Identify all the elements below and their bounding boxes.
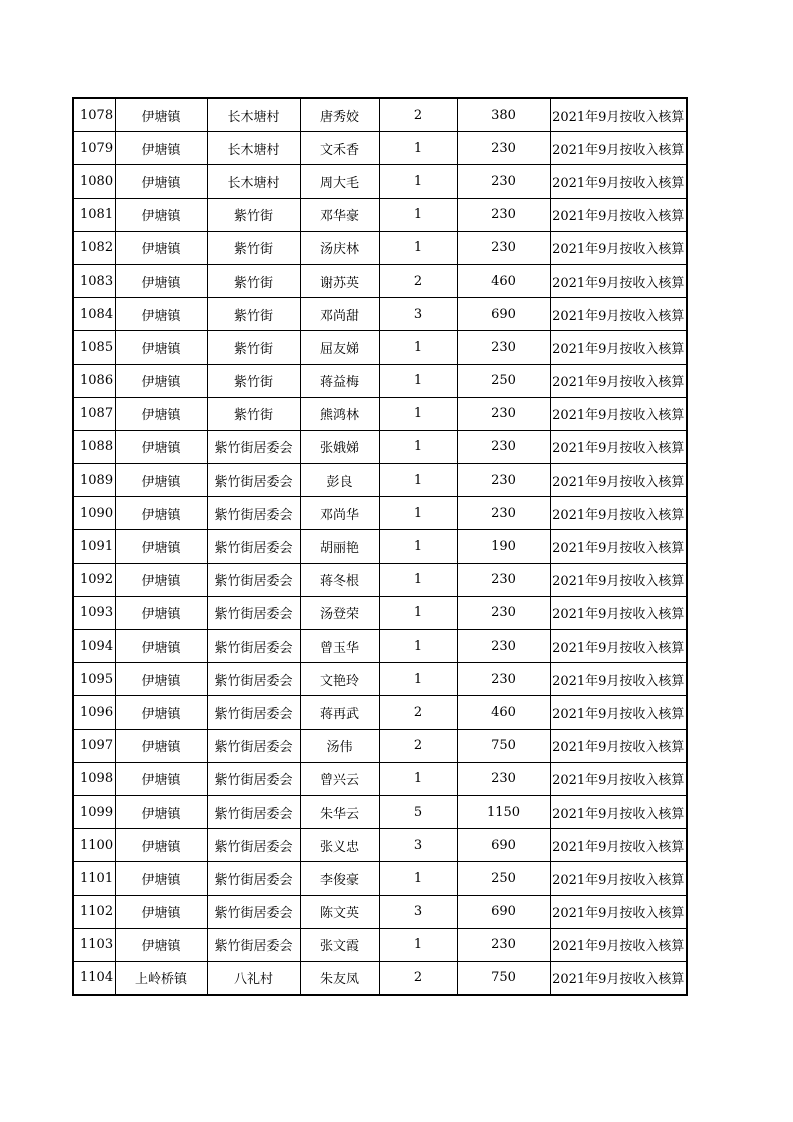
household-size-cell: 1 [379,497,457,530]
amount-cell: 250 [457,862,550,895]
table-body [73,98,687,995]
remark-cell: 2021年9月按收入核算 [550,165,687,198]
amount-cell: 230 [457,331,550,364]
table-row [73,165,687,198]
table-row [73,596,687,629]
name-cell: 陈文英 [300,895,379,928]
amount-cell: 230 [457,497,550,530]
village-cell: 紫竹街居委会 [207,563,300,596]
table-row [73,762,687,795]
village-cell: 紫竹街居委会 [207,795,300,828]
household-size-cell: 2 [379,696,457,729]
serial-number-cell: 1090 [73,497,115,530]
amount-cell: 690 [457,895,550,928]
remark-cell: 2021年9月按收入核算 [550,298,687,331]
name-cell: 张义忠 [300,829,379,862]
household-size-cell: 1 [379,464,457,497]
town-cell: 上岭桥镇 [115,961,207,995]
household-size-cell: 1 [379,762,457,795]
village-cell: 紫竹街居委会 [207,928,300,961]
table-row [73,397,687,430]
amount-cell: 230 [457,563,550,596]
town-cell: 伊塘镇 [115,530,207,563]
remark-cell: 2021年9月按收入核算 [550,829,687,862]
serial-number-cell: 1094 [73,630,115,663]
table-row [73,696,687,729]
remark-cell: 2021年9月按收入核算 [550,397,687,430]
household-size-cell: 1 [379,663,457,696]
remark-cell: 2021年9月按收入核算 [550,663,687,696]
village-cell: 紫竹街 [207,264,300,297]
amount-cell: 230 [457,231,550,264]
serial-number-cell: 1097 [73,729,115,762]
remark-cell: 2021年9月按收入核算 [550,530,687,563]
table-row [73,464,687,497]
table-row [73,663,687,696]
remark-cell: 2021年9月按收入核算 [550,928,687,961]
village-cell: 紫竹街居委会 [207,497,300,530]
amount-cell: 750 [457,961,550,995]
village-cell: 紫竹街居委会 [207,596,300,629]
name-cell: 屈友娣 [300,331,379,364]
household-size-cell: 3 [379,298,457,331]
village-cell: 紫竹街 [207,231,300,264]
remark-cell: 2021年9月按收入核算 [550,795,687,828]
table-row [73,795,687,828]
table-row [73,928,687,961]
household-size-cell: 1 [379,397,457,430]
village-cell: 紫竹街居委会 [207,829,300,862]
town-cell: 伊塘镇 [115,862,207,895]
table-row [73,331,687,364]
remark-cell: 2021年9月按收入核算 [550,198,687,231]
remark-cell: 2021年9月按收入核算 [550,464,687,497]
remark-cell: 2021年9月按收入核算 [550,961,687,995]
serial-number-cell: 1103 [73,928,115,961]
serial-number-cell: 1087 [73,397,115,430]
village-cell: 紫竹街 [207,364,300,397]
name-cell: 文禾香 [300,132,379,165]
name-cell: 汤庆林 [300,231,379,264]
serial-number-cell: 1089 [73,464,115,497]
village-cell: 紫竹街居委会 [207,862,300,895]
town-cell: 伊塘镇 [115,762,207,795]
table-row [73,430,687,463]
household-size-cell: 1 [379,430,457,463]
name-cell: 曾兴云 [300,762,379,795]
household-size-cell: 1 [379,862,457,895]
town-cell: 伊塘镇 [115,98,207,132]
household-size-cell: 1 [379,198,457,231]
name-cell: 汤登荣 [300,596,379,629]
name-cell: 张娥娣 [300,430,379,463]
name-cell: 邓尚华 [300,497,379,530]
amount-cell: 230 [457,464,550,497]
remark-cell: 2021年9月按收入核算 [550,762,687,795]
serial-number-cell: 1083 [73,264,115,297]
town-cell: 伊塘镇 [115,464,207,497]
village-cell: 长木塘村 [207,165,300,198]
household-size-cell: 1 [379,165,457,198]
name-cell: 朱华云 [300,795,379,828]
serial-number-cell: 1084 [73,298,115,331]
name-cell: 汤伟 [300,729,379,762]
town-cell: 伊塘镇 [115,198,207,231]
amount-cell: 250 [457,364,550,397]
amount-cell: 230 [457,596,550,629]
name-cell: 邓华豪 [300,198,379,231]
serial-number-cell: 1085 [73,331,115,364]
serial-number-cell: 1102 [73,895,115,928]
remark-cell: 2021年9月按收入核算 [550,596,687,629]
town-cell: 伊塘镇 [115,397,207,430]
village-cell: 紫竹街 [207,198,300,231]
village-cell: 紫竹街居委会 [207,895,300,928]
serial-number-cell: 1098 [73,762,115,795]
remark-cell: 2021年9月按收入核算 [550,729,687,762]
remark-cell: 2021年9月按收入核算 [550,895,687,928]
village-cell: 紫竹街 [207,331,300,364]
name-cell: 彭良 [300,464,379,497]
serial-number-cell: 1086 [73,364,115,397]
name-cell: 蒋益梅 [300,364,379,397]
village-cell: 八礼村 [207,961,300,995]
name-cell: 谢苏英 [300,264,379,297]
household-size-cell: 1 [379,596,457,629]
serial-number-cell: 1079 [73,132,115,165]
amount-cell: 230 [457,928,550,961]
village-cell: 紫竹街 [207,298,300,331]
serial-number-cell: 1104 [73,961,115,995]
table-row [73,961,687,995]
table-row [73,829,687,862]
amount-cell: 460 [457,696,550,729]
village-cell: 紫竹街居委会 [207,729,300,762]
amount-cell: 690 [457,829,550,862]
serial-number-cell: 1088 [73,430,115,463]
town-cell: 伊塘镇 [115,331,207,364]
household-size-cell: 1 [379,132,457,165]
table-row [73,563,687,596]
serial-number-cell: 1095 [73,663,115,696]
remark-cell: 2021年9月按收入核算 [550,696,687,729]
table-row [73,198,687,231]
town-cell: 伊塘镇 [115,264,207,297]
household-size-cell: 1 [379,231,457,264]
village-cell: 紫竹街居委会 [207,530,300,563]
town-cell: 伊塘镇 [115,165,207,198]
village-cell: 紫竹街居委会 [207,464,300,497]
amount-cell: 230 [457,165,550,198]
amount-cell: 230 [457,397,550,430]
remark-cell: 2021年9月按收入核算 [550,331,687,364]
remark-cell: 2021年9月按收入核算 [550,264,687,297]
remark-cell: 2021年9月按收入核算 [550,132,687,165]
village-cell: 紫竹街 [207,397,300,430]
table-row [73,98,687,132]
amount-cell: 230 [457,630,550,663]
household-size-cell: 1 [379,563,457,596]
household-size-cell: 1 [379,364,457,397]
name-cell: 蒋再武 [300,696,379,729]
remark-cell: 2021年9月按收入核算 [550,364,687,397]
town-cell: 伊塘镇 [115,430,207,463]
town-cell: 伊塘镇 [115,663,207,696]
table-row [73,895,687,928]
town-cell: 伊塘镇 [115,829,207,862]
table-row [73,231,687,264]
serial-number-cell: 1093 [73,596,115,629]
town-cell: 伊塘镇 [115,895,207,928]
table-row [73,132,687,165]
remark-cell: 2021年9月按收入核算 [550,98,687,132]
village-cell: 紫竹街居委会 [207,696,300,729]
table-row [73,364,687,397]
table-row [73,862,687,895]
town-cell: 伊塘镇 [115,729,207,762]
serial-number-cell: 1096 [73,696,115,729]
serial-number-cell: 1080 [73,165,115,198]
serial-number-cell: 1078 [73,98,115,132]
table-row [73,729,687,762]
amount-cell: 460 [457,264,550,297]
serial-number-cell: 1082 [73,231,115,264]
town-cell: 伊塘镇 [115,298,207,331]
amount-cell: 690 [457,298,550,331]
amount-cell: 230 [457,762,550,795]
name-cell: 张文霞 [300,928,379,961]
household-size-cell: 1 [379,928,457,961]
remark-cell: 2021年9月按收入核算 [550,430,687,463]
name-cell: 曾玉华 [300,630,379,663]
household-size-cell: 1 [379,630,457,663]
amount-cell: 230 [457,198,550,231]
amount-cell: 230 [457,132,550,165]
village-cell: 长木塘村 [207,132,300,165]
town-cell: 伊塘镇 [115,132,207,165]
assistance-records-table [72,97,688,996]
table-row [73,264,687,297]
amount-cell: 380 [457,98,550,132]
name-cell: 朱友凤 [300,961,379,995]
table-row [73,298,687,331]
household-size-cell: 3 [379,829,457,862]
name-cell: 唐秀姣 [300,98,379,132]
serial-number-cell: 1081 [73,198,115,231]
household-size-cell: 1 [379,530,457,563]
table-row [73,497,687,530]
remark-cell: 2021年9月按收入核算 [550,862,687,895]
village-cell: 紫竹街居委会 [207,663,300,696]
village-cell: 长木塘村 [207,98,300,132]
town-cell: 伊塘镇 [115,696,207,729]
town-cell: 伊塘镇 [115,497,207,530]
serial-number-cell: 1099 [73,795,115,828]
town-cell: 伊塘镇 [115,795,207,828]
name-cell: 蒋冬根 [300,563,379,596]
remark-cell: 2021年9月按收入核算 [550,497,687,530]
amount-cell: 190 [457,530,550,563]
name-cell: 周大毛 [300,165,379,198]
name-cell: 邓尚甜 [300,298,379,331]
serial-number-cell: 1101 [73,862,115,895]
remark-cell: 2021年9月按收入核算 [550,630,687,663]
household-size-cell: 2 [379,98,457,132]
amount-cell: 750 [457,729,550,762]
remark-cell: 2021年9月按收入核算 [550,563,687,596]
town-cell: 伊塘镇 [115,364,207,397]
town-cell: 伊塘镇 [115,928,207,961]
amount-cell: 1150 [457,795,550,828]
remark-cell: 2021年9月按收入核算 [550,231,687,264]
town-cell: 伊塘镇 [115,630,207,663]
serial-number-cell: 1091 [73,530,115,563]
household-size-cell: 1 [379,331,457,364]
amount-cell: 230 [457,663,550,696]
amount-cell: 230 [457,430,550,463]
name-cell: 文艳玲 [300,663,379,696]
serial-number-cell: 1092 [73,563,115,596]
household-size-cell: 2 [379,729,457,762]
village-cell: 紫竹街居委会 [207,630,300,663]
household-size-cell: 3 [379,895,457,928]
town-cell: 伊塘镇 [115,231,207,264]
table-row [73,530,687,563]
name-cell: 熊鸿林 [300,397,379,430]
household-size-cell: 2 [379,961,457,995]
name-cell: 胡丽艳 [300,530,379,563]
town-cell: 伊塘镇 [115,563,207,596]
household-size-cell: 5 [379,795,457,828]
village-cell: 紫竹街居委会 [207,762,300,795]
name-cell: 李俊豪 [300,862,379,895]
village-cell: 紫竹街居委会 [207,430,300,463]
serial-number-cell: 1100 [73,829,115,862]
town-cell: 伊塘镇 [115,596,207,629]
household-size-cell: 2 [379,264,457,297]
table-row [73,630,687,663]
